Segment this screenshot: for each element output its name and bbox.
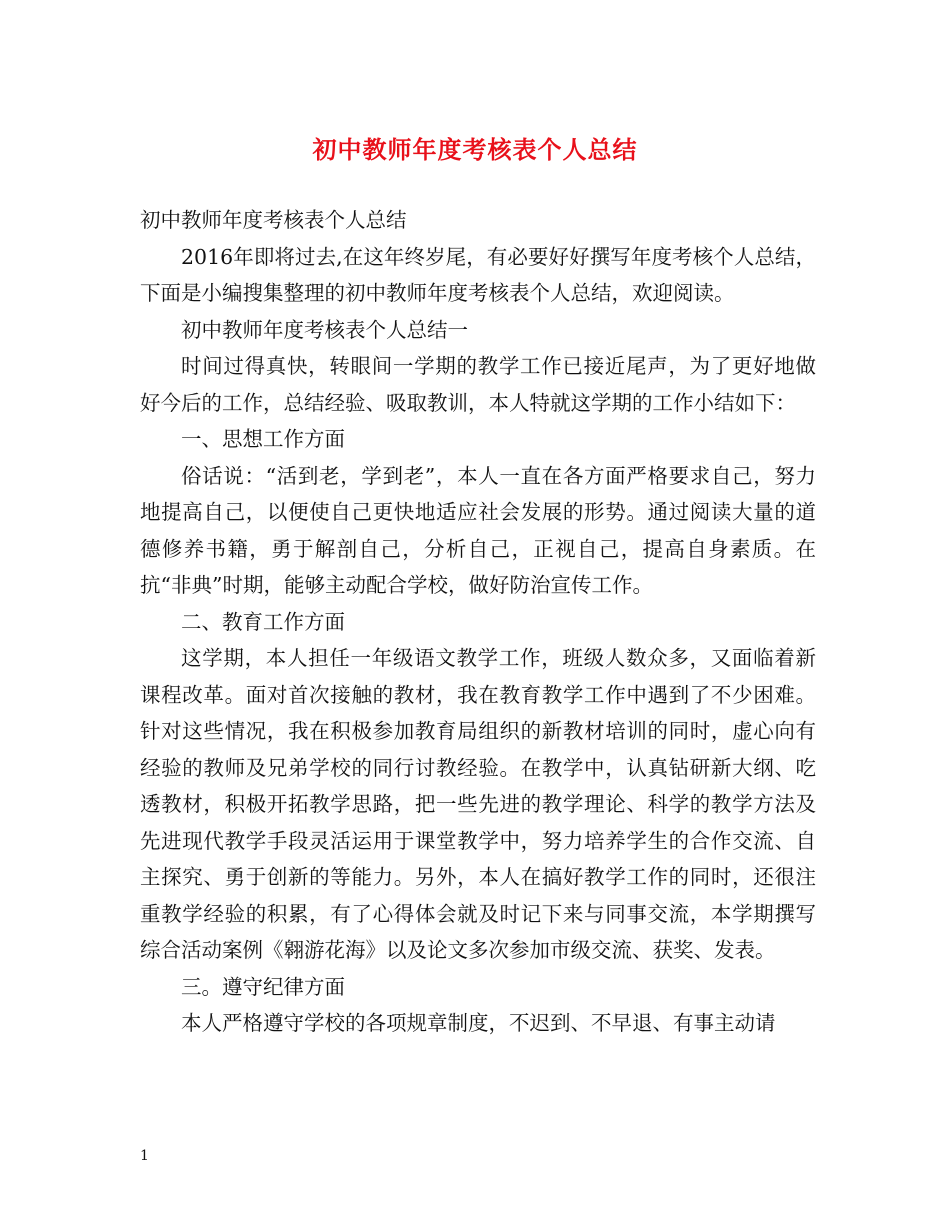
page-number: 1 xyxy=(140,1148,149,1164)
subheading-education-work: 二、教育工作方面 xyxy=(181,609,345,634)
subheading-discipline: 三。遵守纪律方面 xyxy=(181,974,345,999)
subheading-thought-work: 一、思想工作方面 xyxy=(181,427,345,451)
document-title: 初中教师年度考核表个人总结 xyxy=(312,135,638,164)
paragraph-opening: 时间过得真快，转眼间一学期的教学工作已接近尾声，为了更好地做好今后的工作，总结经验、吸取教训，本人特就这学期的工作小结如下： xyxy=(140,354,816,415)
paragraph-intro: 2016年即将过去,在这年终岁尾，有必要好好撰写年度考核个人总结，下面是小编搜集整理的初中教师年度考核表个人总结，欢迎阅读。 xyxy=(140,244,816,305)
paragraph-discipline: 本人严格遵守学校的各项规章制度，不迟到、不早退、有事主动请 xyxy=(181,1011,776,1035)
paragraph-section-title: 初中教师年度考核表个人总结一 xyxy=(181,317,468,342)
document-body xyxy=(140,202,816,1042)
paragraph-heading: 初中教师年度考核表个人总结 xyxy=(140,208,407,232)
paragraph-thought-work: 俗话说：“活到老，学到老”，本人一直在各方面严格要求自己，努力地提高自己，以便使自己更快地适应社会发展的形势。通过阅读大量的道德修养书籍，勇于解剖自己，分析自己，正视自己，提高自身素质。在抗“非典”时期，能够主动配合学校，做好防治宣传工作。 xyxy=(140,463,816,597)
paragraph-education-work: 这学期，本人担任一年级语文教学工作，班级人数众多，又面临着新课程改革。面对首次接触的教材，我在教育教学工作中遇到了不少困难。针对这些情况，我在积极参加教育局组织的新教材培训的同时，虚心向有经验的教师及兄弟学校的同行讨教经验。在教学中，认真钻研新大纲、吃透教材，积极开拓教学思路，把一些先进的教学理论、科学的教学方法及先进现代教学手段灵活运用于课堂教学中，努力培养学生的合作交流、自主探究、勇于创新的等能力。另外，本人在搞好教学工作的同时，还很注重教学经验的积累，有了心得体会就及时记下来与同事交流，本学期撰写综合活动案例《翱游花海》以及论文多次参加市级交流、获奖、发表。 xyxy=(140,646,816,962)
